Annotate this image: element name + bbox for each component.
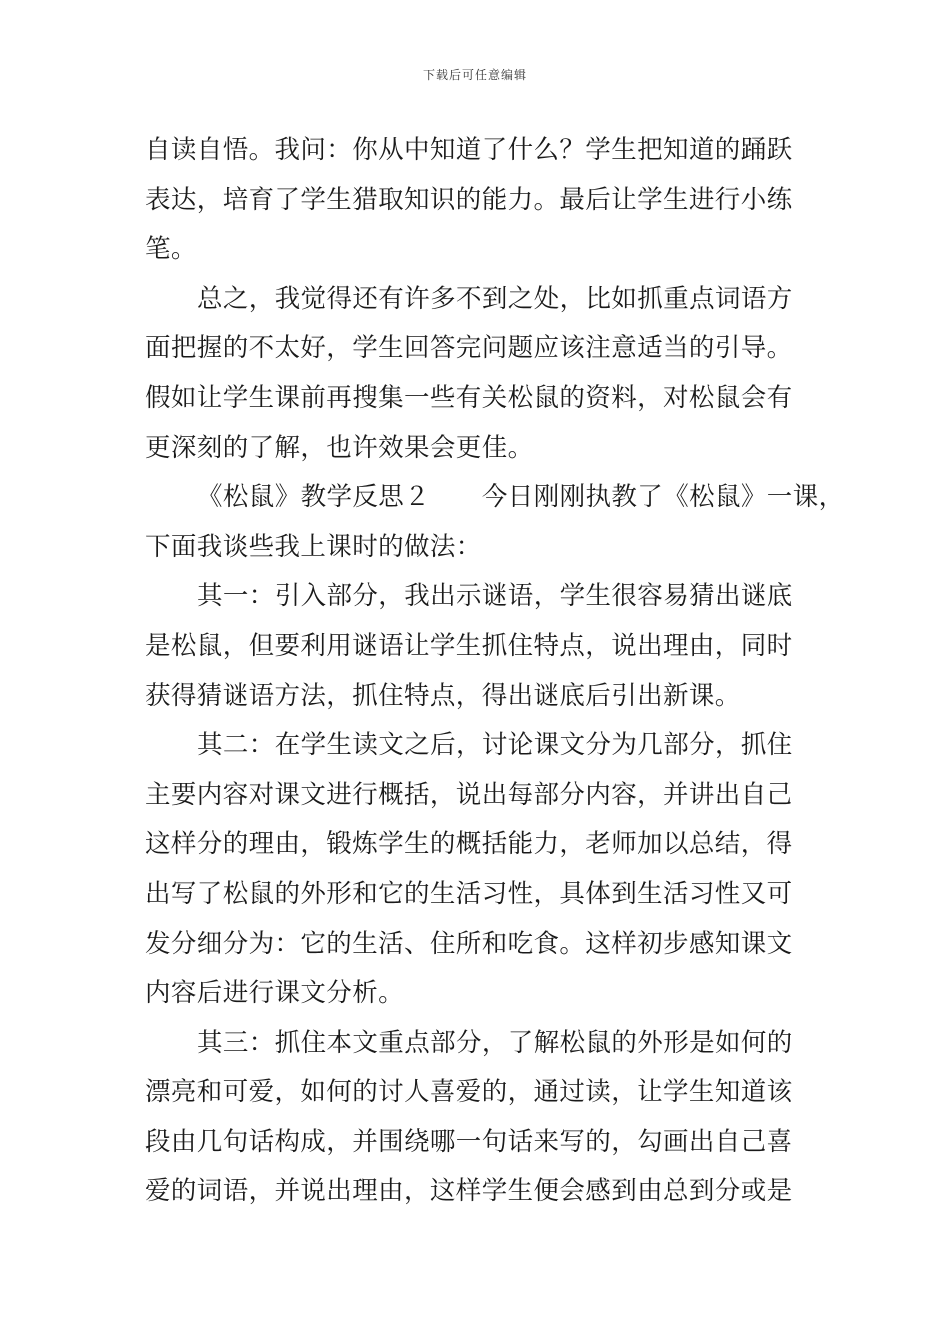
text-line: 段由几句话构成，并围绕哪一句话来写的，勾画出自己喜 — [145, 1126, 793, 1157]
text-line: 更深刻的了解，也许效果会更佳。 — [145, 432, 534, 463]
text-line: 发分细分为：它的生活、住所和吃食。这样初步感知课文 — [145, 928, 793, 959]
text-line: 爱的词语，并说出理由，这样学生便会感到由总到分或是 — [145, 1176, 793, 1207]
text-line: 笔。 — [145, 234, 197, 265]
text-line: 下面我谈些我上课时的做法： — [145, 531, 482, 562]
text-line: 表达，培育了学生猎取知识的能力。最后让学生进行小练 — [145, 184, 793, 215]
text-line: 是松鼠，但要利用谜语让学生抓住特点，说出理由，同时 — [145, 630, 793, 661]
document-body — [145, 126, 845, 1217]
text-line: 漂亮和可爱，如何的讨人喜爱的，通过读，让学生知道该 — [145, 1077, 793, 1108]
text-line: 假如让学生课前再搜集一些有关松鼠的资料，对松鼠会有 — [145, 382, 793, 413]
text-line: 主要内容对课文进行概括，说出每部分内容，并讲出自己 — [145, 779, 793, 810]
text-line: 《松鼠》教学反思２ 今日刚刚执教了《松鼠》一课， — [197, 482, 845, 513]
text-line: 内容后进行课文分析。 — [145, 978, 405, 1009]
text-line: 其三：抓住本文重点部分，了解松鼠的外形是如何的 — [197, 1027, 793, 1058]
text-line: 其一：引入部分，我出示谜语，学生很容易猜出谜底 — [197, 581, 793, 612]
text-line: 其二：在学生读文之后，讨论课文分为几部分，抓住 — [197, 730, 793, 761]
text-line: 自读自悟。我问：你从中知道了什么？学生把知道的踊跃 — [145, 135, 793, 165]
text-line: 面把握的不太好，学生回答完问题应该注意适当的引导。 — [145, 333, 793, 364]
text-line: 这样分的理由，锻炼学生的概括能力，老师加以总结，得 — [145, 829, 793, 860]
text-line: 出写了松鼠的外形和它的生活习性，具体到生活习性又可 — [145, 878, 793, 909]
page-header: 下载后可任意编辑 — [422, 68, 527, 82]
text-line: 总之，我觉得还有许多不到之处，比如抓重点词语方 — [197, 283, 793, 314]
text-line: 获得猜谜语方法，抓住特点，得出谜底后引出新课。 — [145, 680, 741, 711]
